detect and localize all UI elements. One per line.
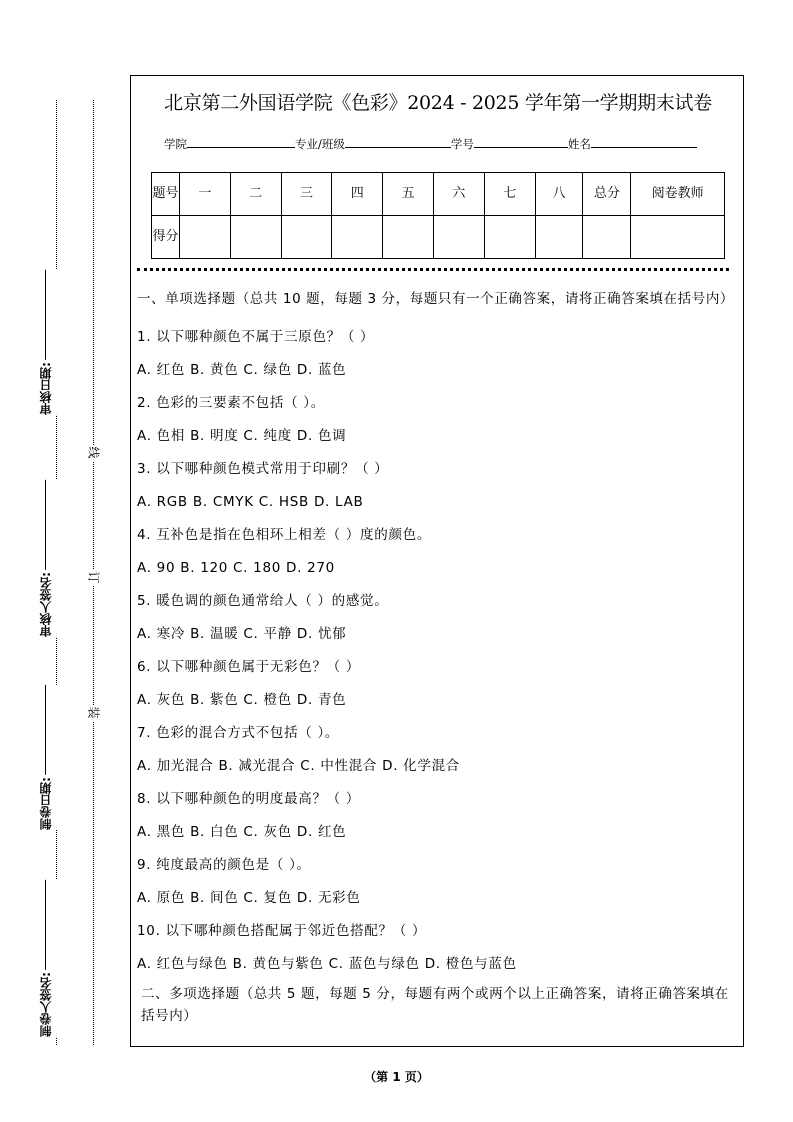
question-6-options: A. 灰色 B. 紫色 C. 橙色 D. 青色 [137,692,347,708]
major-blank[interactable] [345,135,451,148]
question-3: 3. 以下哪种颜色模式常用于印刷？（ ） [137,461,389,477]
question-10-options: A. 红色与绿色 B. 黄色与紫色 C. 蓝色与绿色 D. 橙色与蓝色 [137,956,517,972]
maker-sign-field [37,880,59,1037]
question-4: 4. 互补色是指在色相环上相差（ ）度的颜色。 [137,527,432,543]
name-blank[interactable] [591,135,697,148]
college-label: 学院 [164,137,187,151]
reviewer-sign-label: 审核人签名: [39,572,53,637]
question-8: 8. 以下哪种颜色的明度最高？（ ） [137,791,361,807]
score-cell-3[interactable] [281,216,332,259]
student-id-blank[interactable] [474,135,568,148]
row-label-question-no: 题号 [152,173,180,216]
score-header-row [152,173,725,216]
review-date-field [37,270,59,415]
header-cell-2: 二 [230,173,281,216]
made-date-field [37,685,59,830]
score-cell-6[interactable] [433,216,484,259]
page-number: （第 1 页） [364,1070,429,1084]
college-blank[interactable] [187,135,295,148]
score-table [151,172,725,259]
score-cell-1[interactable] [179,216,230,259]
question-8-options: A. 黑色 B. 白色 C. 灰色 D. 红色 [137,824,347,840]
score-cell-total[interactable] [583,216,631,259]
score-cell-7[interactable] [484,216,535,259]
question-3-options: A. RGB B. CMYK C. HSB D. LAB [137,494,364,510]
question-2: 2. 色彩的三要素不包括（ ）。 [137,395,325,411]
row-label-score: 得分 [152,216,180,259]
score-cell-grader[interactable] [631,216,725,259]
score-cell-5[interactable] [383,216,434,259]
major-label: 专业/班级 [295,137,345,151]
header-cell-4: 四 [332,173,383,216]
question-1-options: A. 红色 B. 黄色 C. 绿色 D. 蓝色 [137,362,347,378]
exam-frame [130,75,744,1047]
score-cell-2[interactable] [230,216,281,259]
question-9-options: A. 原色 B. 间色 C. 复色 D. 无彩色 [137,890,361,906]
student-id-label: 学号 [450,137,474,151]
header-cell-6: 六 [433,173,484,216]
question-7-options: A. 加光混合 B. 减光混合 C. 中性混合 D. 化学混合 [137,758,460,774]
question-10: 10. 以下哪种颜色搭配属于邻近色搭配？（ ） [137,923,427,939]
question-5-options: A. 寒冷 B. 温暖 C. 平静 D. 忧郁 [137,626,347,642]
question-6: 6. 以下哪种颜色属于无彩色？（ ） [137,659,361,675]
cut-mark-mount: 装 [88,705,100,719]
section2-heading: 二、多项选择题（总共 5 题，每题 5 分，每题有两个或两个以上正确答案，请将正确答案填在括号内） [141,986,729,1024]
header-cell-grader: 阅卷教师 [631,173,725,216]
made-date-label: 制卷日期: [39,777,53,830]
maker-sign-label: 制卷人签名: [39,972,53,1037]
question-9: 9. 纯度最高的颜色是（ ）。 [137,857,311,873]
question-1: 1. 以下哪种颜色不属于三原色？（ ） [137,329,375,345]
header-cell-5: 五 [383,173,434,216]
section1-heading: 一、单项选择题（总共 10 题，每题 3 分，每题只有一个正确答案，请将正确答案填在括号内） [137,291,735,307]
header-cell-7: 七 [484,173,535,216]
cut-mark-line: 线 [88,445,100,459]
header-cell-8: 八 [535,173,583,216]
question-5: 5. 暖色调的颜色通常给人（ ）的感觉。 [137,593,389,609]
header-cell-1: 一 [179,173,230,216]
binding-margin [0,0,128,1122]
student-info-row [164,135,697,152]
dotted-separator [137,268,729,271]
header-cell-total: 总分 [583,173,631,216]
exam-content [137,288,737,1027]
cut-mark-bind: 订 [88,570,100,584]
reviewer-sign-field [37,480,59,637]
question-4-options: A. 90 B. 120 C. 180 D. 270 [137,560,335,576]
header-cell-3: 三 [281,173,332,216]
name-label: 姓名 [567,137,591,151]
score-cell-4[interactable] [332,216,383,259]
score-cell-8[interactable] [535,216,583,259]
exam-title: 北京第二外国语学院《色彩》2024 - 2025 学年第一学期期末试卷 [164,92,712,114]
review-date-label: 审核日期: [39,362,53,415]
question-2-options: A. 色相 B. 明度 C. 纯度 D. 色调 [137,428,347,444]
score-value-row [152,216,725,259]
question-7: 7. 色彩的混合方式不包括（ ）。 [137,725,340,741]
